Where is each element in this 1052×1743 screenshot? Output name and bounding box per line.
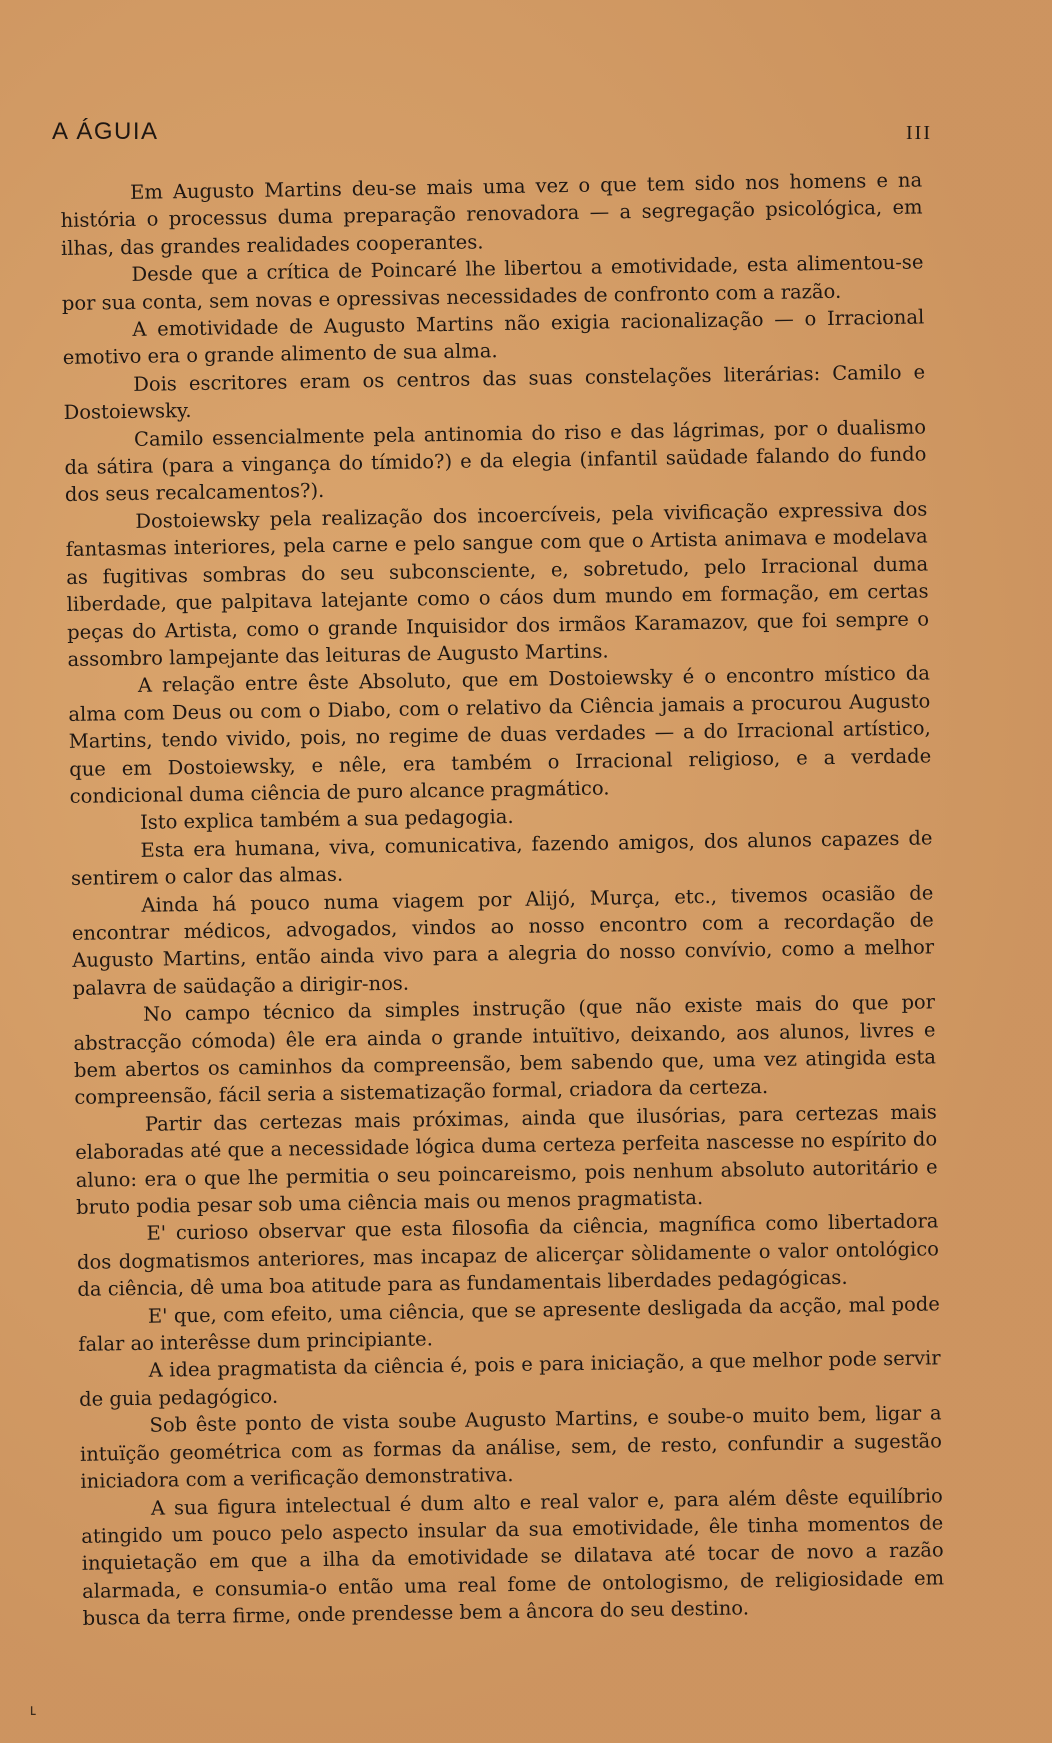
- corner-ink-mark: ˪: [30, 1696, 37, 1720]
- paragraph: Dois escritores eram os centros das suas constelações literárias: Camilo e Dostoiewsky.: [63, 360, 926, 425]
- paragraph: A sua figura intelectual é dum alto e real valor e, para além dêste equilíbrio atingido um pouco pelo aspecto insular da sua emotividade, êle tinha momentos de inquietação em que a ilha da emotividade se dilatava até tocar de novo a razão alarmada, e consumia-o então uma real fome de ontologismo, de religiosidade em busca da terra firme, onde prendesse bem a âncora do seu destino.: [81, 1483, 945, 1630]
- paragraph: Sob êste ponto de vista soube Augusto Martins, e soube-o muito bem, ligar a intuïção geométrica com as formas da análise, sem, de resto, confundir a sugestão iniciadora com a verificação demonstrativa.: [79, 1401, 943, 1493]
- paragraph: A relação entre êste Absoluto, que em Dostoiewsky é o encontro místico da alma com Deus ou com o Diabo, com o relativo da Ciência jamais a procurou Augusto Martins, tendo vivido, pois, no regime de duas verdades — a do Irracional artístico, que em Dostoiewsky, e nêle, era também o Irracional religioso, e a verdade condicional duma ciência de puro alcance pragmático.: [68, 661, 932, 808]
- paragraph: Em Augusto Martins deu-se mais uma vez o que tem sido nos homens e na história o processus duma preparação renovadora — a segregação psicológica, em ilhas, das grandes realidades cooperantes.: [60, 168, 923, 260]
- paragraph: Isto explica também a sua pedagogia.: [139, 805, 514, 835]
- paragraph: Ainda há pouco numa viagem por Alijó, Murça, etc., tivemos ocasião de encontrar médicos, advogados, vindos ao nosso encontro com a recordação de Augusto Martins, então ainda vivo para a alegria do nosso convívio, como a melhor palavra de saüdação a dirigir-nos.: [71, 880, 935, 1000]
- paragraph: A idea pragmatista da ciência é, pois e para iniciação, a que melhor pode servir de guia pedagógico.: [78, 1346, 941, 1411]
- paragraph: Desde que a crítica de Poincaré lhe libertou a emotividade, esta alimentou-se por sua conta, sem novas e opressivas necessidades de confronto com a razão.: [61, 250, 924, 315]
- paragraph: E' curioso observar que esta filosofia da ciência, magnífica como libertadora dos dogmatismos anteriores, mas incapaz de alicerçar sòlidamente o valor ontológico da ciência, dê uma boa atitude para as fundamentais liberdades pedagógicas.: [76, 1209, 940, 1302]
- paragraph: E' que, com efeito, uma ciência, que se apresente desligada da acção, mal pode falar ao interêsse dum principiante.: [78, 1291, 940, 1356]
- paragraph: Camilo essencialmente pela antinomia do riso e das lágrimas, por o dualismo da sátira (para a vingança do tímido?) e da elegia (infantil saüdade falando do fundo dos seus recalcamentos?).: [64, 415, 927, 507]
- journal-title: A ÁGUIA: [52, 118, 159, 145]
- paragraph: Esta era humana, viva, comunicativa, fazendo amigos, dos alunos capazes de sentirem o calor das almas.: [70, 826, 933, 891]
- body-text: [60, 166, 945, 1632]
- paragraph: Dostoiewsky pela realização dos incoercíveis, pela vivificação expressiva dos fantasmas interiores, pela carne e pelo sangue com que o Artista animava e modelava as fugitivas sombras do seu subconsciente, e, sobretudo, pelo Irracional duma liberdade, que palpitava latejante como o cáos dum mundo em formação, em certas peças do Artista, como o grande Inquisidor dos irmãos Karamazov, que foi sempre o assombro lampejante das leituras de Augusto Martins.: [65, 497, 930, 671]
- page-number: III: [906, 122, 932, 144]
- paragraph: Partir das certezas mais próximas, ainda que ilusórias, para certezas mais elaboradas até que a necessidade lógica duma certeza perfeita nascesse no espírito do aluno: era o que lhe permitia o seu poincareismo, pois nenhum absoluto autoritário e bruto podia pesar sob uma ciência mais ou menos pragmatista.: [75, 1100, 938, 1219]
- paragraph: A emotividade de Augusto Martins não exigia racionalização — o Irracional emotivo era o grande alimento de sua alma.: [62, 305, 925, 370]
- running-head: [52, 118, 932, 146]
- paragraph: No campo técnico da simples instrução (que não existe mais do que por abstracção cómoda) êle era ainda o grande intuïtivo, deixando, aos alunos, livres e bem abertos os caminhos da compreensão, bem sabendo que, uma vez atingida esta compreensão, fácil seria a sistematização formal, criadora da certeza.: [73, 990, 937, 1110]
